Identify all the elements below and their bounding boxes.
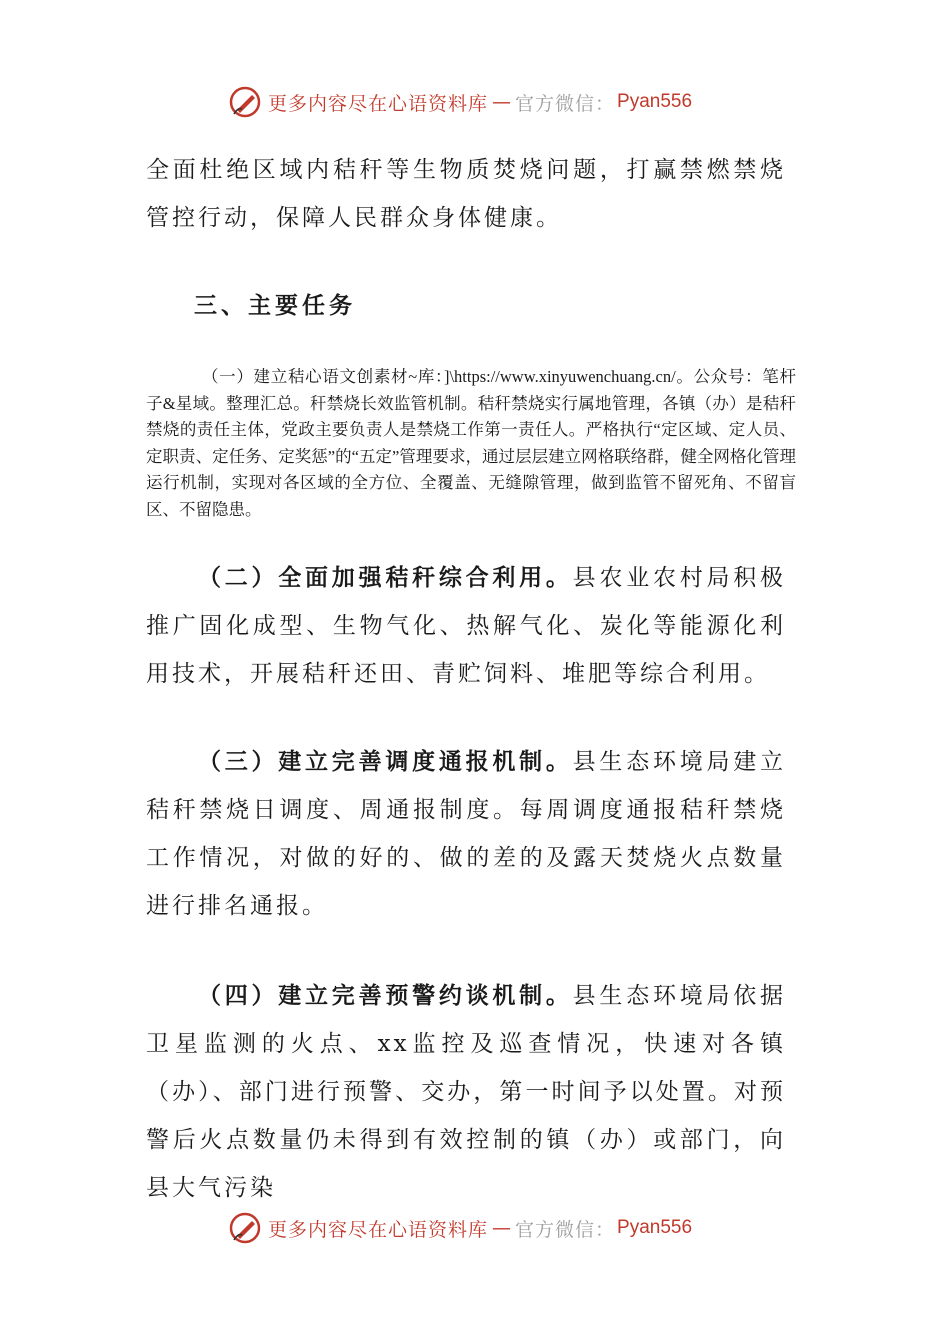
intro-paragraph: 全面杜绝区域内秸秆等生物质焚烧问题，打赢禁燃禁烧管控行动，保障人民群众身体健康。 xyxy=(146,157,786,231)
banner-wechat-id: Pyan556 xyxy=(617,1217,693,1238)
header-banner xyxy=(228,82,728,122)
item-1-text: （一）建立秸心语文创素材~库：]\https://www.xinyuwenchuang.cn/。公众号：笔杆子&星域。整理汇总。秆禁烧长效监管机制。秸秆禁烧实行属地管理，各镇（办）是秸秆禁烧的责任主体，党政主要负责人是禁烧工作第一责任人。严格执行“定区域、定人员、定职责、定任务、定奖惩”的“五定”管理要求，通过层层建立网格联络群，健全网格化管理运行机制，实现对各区域的全方位、全覆盖、无缝隙管理，做到监管不留死角、不留盲区、不留隐患。 xyxy=(146,367,796,519)
item-4-paragraph xyxy=(146,972,786,1212)
banner-official-label: 官方微信： xyxy=(515,1218,616,1241)
item-4-title: （四）建立完善预警约谈机制。 xyxy=(198,982,573,1009)
item-3-paragraph xyxy=(146,738,786,930)
banner-official-label: 官方微信： xyxy=(515,92,616,115)
item-1-paragraph xyxy=(146,364,796,523)
banner-slogan: 更多内容尽在心语资料库 xyxy=(268,1218,489,1241)
section-heading: 三、主要任务 xyxy=(194,292,356,319)
item-3-title: （三）建立完善调度通报机制。 xyxy=(198,748,573,775)
pen-circle-icon xyxy=(228,1211,262,1245)
pen-circle-icon xyxy=(228,85,262,119)
banner-wechat-id: Pyan556 xyxy=(617,91,693,112)
item-3-body: 县生态环境局建立秸秆禁烧日调度、周通报制度。每周调度通报秸秆禁烧工作情况，对做的好的、做的差的及露天焚烧火点数量进行排名通报。 xyxy=(146,749,787,919)
item-2-title: （二）全面加强秸秆综合利用。 xyxy=(198,564,573,591)
banner-separator: — xyxy=(492,1217,512,1239)
item-2-paragraph xyxy=(146,554,786,698)
item-4-body: 县生态环境局依据卫星监测的火点、xx监控及巡查情况，快速对各镇（办）、部门进行预警、交办，第一时间予以处置。对预警后火点数量仍未得到有效控制的镇（办）或部门，向县大气污染 xyxy=(146,983,787,1201)
item-2-body: 县农业农村局积极推广固化成型、生物气化、热解气化、炭化等能源化利用技术，开展秸秆还田、青贮饲料、堆肥等综合利用。 xyxy=(146,565,787,687)
banner-slogan: 更多内容尽在心语资料库 xyxy=(268,92,489,115)
banner-separator: — xyxy=(492,91,512,113)
footer-banner xyxy=(228,1208,728,1248)
